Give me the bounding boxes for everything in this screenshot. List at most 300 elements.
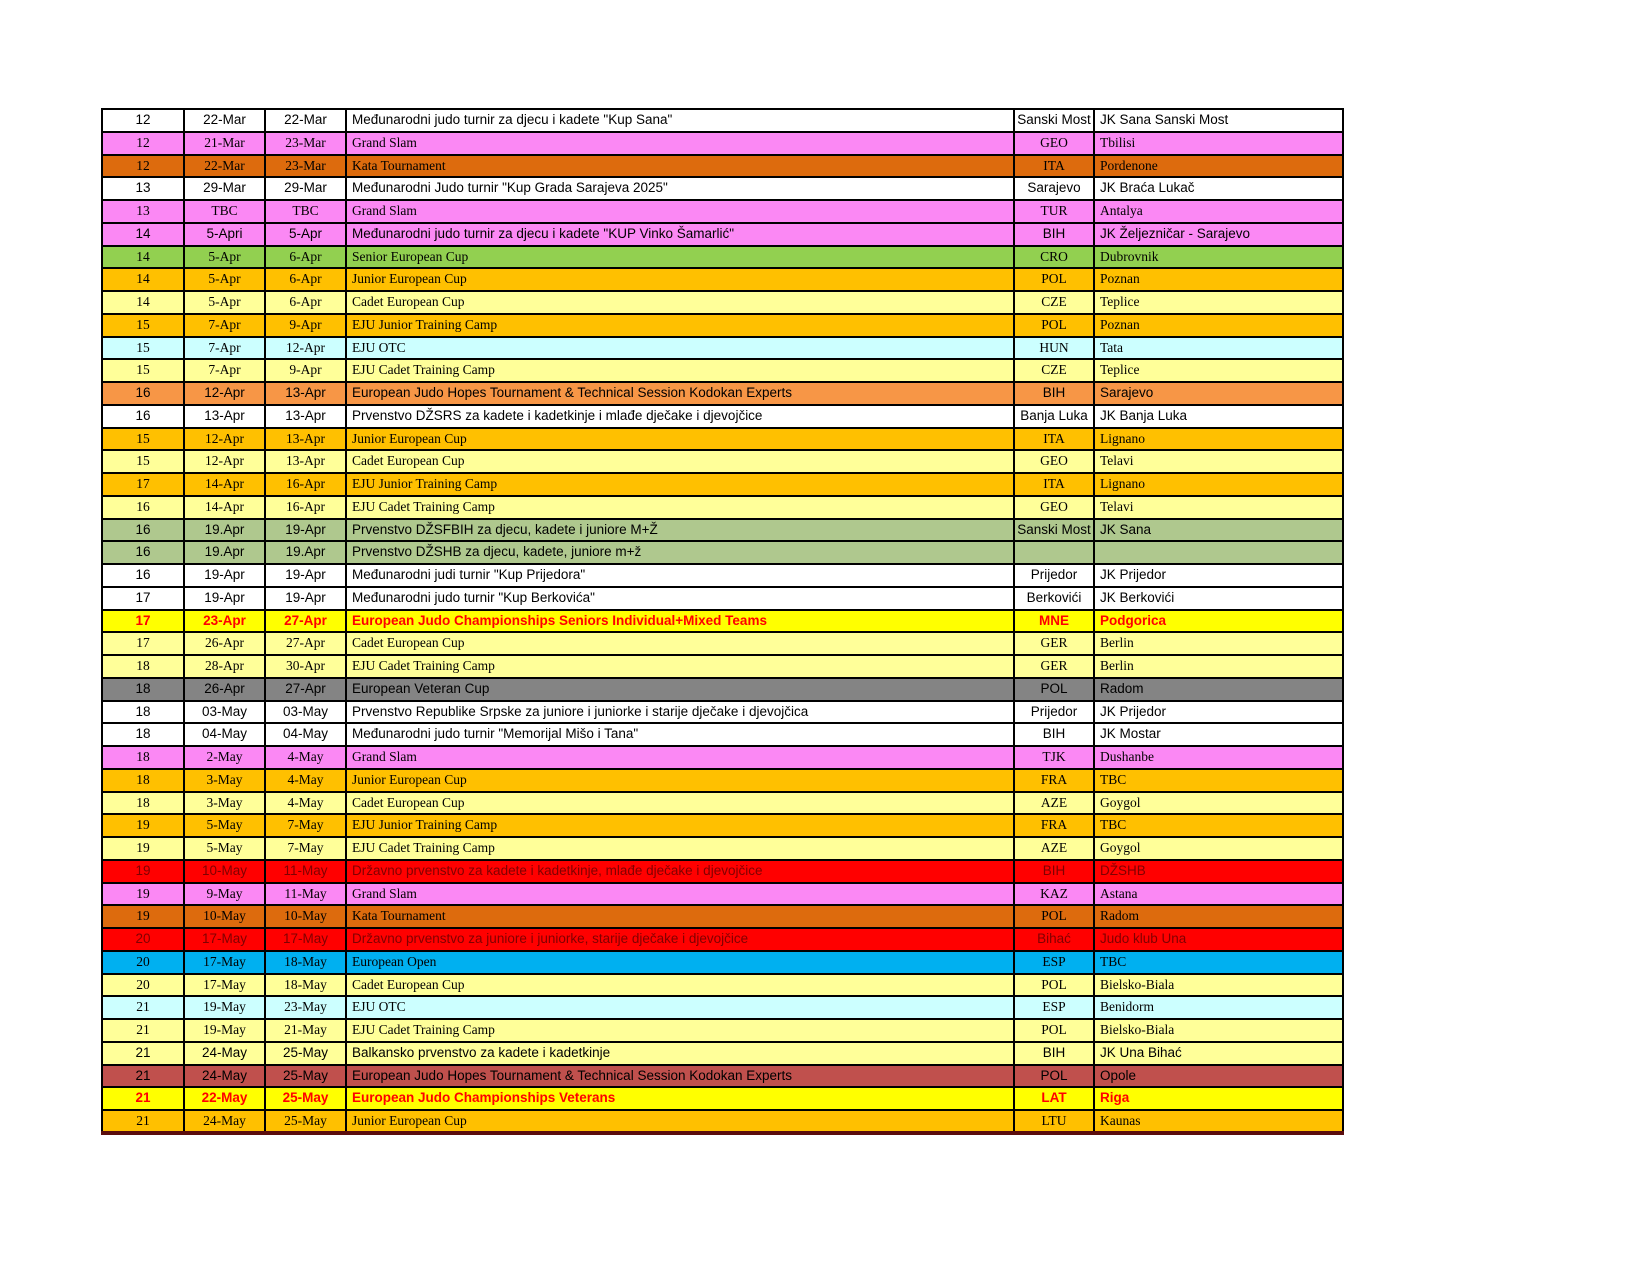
event-cell: EJU Cadet Training Camp <box>346 359 1014 382</box>
event-cell: Junior European Cup <box>346 769 1014 792</box>
location-cell: Goygol <box>1094 792 1343 815</box>
event-cell: Cadet European Cup <box>346 632 1014 655</box>
end-date-cell: 9-Apr <box>265 314 346 337</box>
location-cell: JK Berkovići <box>1094 587 1343 610</box>
location-cell: Podgorica <box>1094 610 1343 633</box>
location-cell: JK Braća Lukač <box>1094 177 1343 200</box>
country-cell: FRA <box>1014 814 1094 837</box>
location-cell: Goygol <box>1094 837 1343 860</box>
end-date-cell: TBC <box>265 200 346 223</box>
location-cell: Radom <box>1094 905 1343 928</box>
location-cell: JK Sana Sanski Most <box>1094 109 1343 132</box>
start-date-cell: 5-May <box>184 837 265 860</box>
event-cell: EJU Junior Training Camp <box>346 814 1014 837</box>
table-row <box>102 1042 1343 1065</box>
location-cell: Sarajevo <box>1094 382 1343 405</box>
country-cell: POL <box>1014 905 1094 928</box>
location-cell: Poznan <box>1094 314 1343 337</box>
location-cell: Radom <box>1094 678 1343 701</box>
start-date-cell: 17-May <box>184 951 265 974</box>
events-table-body <box>102 109 1343 1133</box>
end-date-cell: 17-May <box>265 928 346 951</box>
table-row <box>102 359 1343 382</box>
country-cell: LAT <box>1014 1087 1094 1110</box>
start-date-cell: 23-Apr <box>184 610 265 633</box>
event-cell: EJU OTC <box>346 337 1014 360</box>
start-date-cell: 3-May <box>184 792 265 815</box>
start-date-cell: TBC <box>184 200 265 223</box>
start-date-cell: 14-Apr <box>184 473 265 496</box>
week-cell: 21 <box>102 1110 184 1133</box>
start-date-cell: 19-Apr <box>184 564 265 587</box>
table-row <box>102 382 1343 405</box>
location-cell: Riga <box>1094 1087 1343 1110</box>
end-date-cell: 19-Apr <box>265 587 346 610</box>
table-row <box>102 109 1343 132</box>
start-date-cell: 7-Apr <box>184 314 265 337</box>
week-cell: 15 <box>102 428 184 451</box>
location-cell: Pordenone <box>1094 155 1343 178</box>
country-cell: TJK <box>1014 746 1094 769</box>
table-row <box>102 200 1343 223</box>
location-cell: JK Prijedor <box>1094 564 1343 587</box>
start-date-cell: 19.Apr <box>184 519 265 542</box>
event-cell: EJU Junior Training Camp <box>346 314 1014 337</box>
week-cell: 15 <box>102 314 184 337</box>
event-cell: Prvenstvo DŽSHB za djecu, kadete, juniore m+ž <box>346 541 1014 564</box>
table-row <box>102 268 1343 291</box>
country-cell: MNE <box>1014 610 1094 633</box>
week-cell: 18 <box>102 769 184 792</box>
table-row <box>102 746 1343 769</box>
location-cell: JK Željezničar - Sarajevo <box>1094 223 1343 246</box>
week-cell: 14 <box>102 291 184 314</box>
end-date-cell: 27-Apr <box>265 632 346 655</box>
country-cell: AZE <box>1014 837 1094 860</box>
table-row <box>102 132 1343 155</box>
start-date-cell: 10-May <box>184 860 265 883</box>
event-cell: Junior European Cup <box>346 428 1014 451</box>
table-row <box>102 541 1343 564</box>
table-row <box>102 814 1343 837</box>
table-row <box>102 792 1343 815</box>
table-row <box>102 314 1343 337</box>
location-cell: Astana <box>1094 883 1343 906</box>
start-date-cell: 03-May <box>184 701 265 724</box>
table-row <box>102 519 1343 542</box>
table-row <box>102 701 1343 724</box>
location-cell: Telavi <box>1094 450 1343 473</box>
start-date-cell: 14-Apr <box>184 496 265 519</box>
start-date-cell: 5-Apri <box>184 223 265 246</box>
table-row <box>102 428 1343 451</box>
end-date-cell: 29-Mar <box>265 177 346 200</box>
country-cell: BIH <box>1014 1042 1094 1065</box>
end-date-cell: 16-Apr <box>265 496 346 519</box>
end-date-cell: 18-May <box>265 951 346 974</box>
location-cell: Tbilisi <box>1094 132 1343 155</box>
event-cell: European Judo Championships Seniors Individual+Mixed Teams <box>346 610 1014 633</box>
table-row <box>102 405 1343 428</box>
start-date-cell: 19-May <box>184 1019 265 1042</box>
events-table <box>101 108 1344 1135</box>
start-date-cell: 26-Apr <box>184 632 265 655</box>
week-cell: 21 <box>102 1019 184 1042</box>
location-cell: Tata <box>1094 337 1343 360</box>
location-cell: JK Banja Luka <box>1094 405 1343 428</box>
start-date-cell: 12-Apr <box>184 428 265 451</box>
events-calendar-sheet <box>101 108 1344 1135</box>
event-cell: Senior European Cup <box>346 246 1014 269</box>
week-cell: 17 <box>102 632 184 655</box>
location-cell: TBC <box>1094 769 1343 792</box>
country-cell: BIH <box>1014 223 1094 246</box>
location-cell: JK Sana <box>1094 519 1343 542</box>
start-date-cell: 5-Apr <box>184 268 265 291</box>
week-cell: 19 <box>102 883 184 906</box>
week-cell: 18 <box>102 701 184 724</box>
event-cell: Cadet European Cup <box>346 291 1014 314</box>
country-cell: Sarajevo <box>1014 177 1094 200</box>
start-date-cell: 26-Apr <box>184 678 265 701</box>
week-cell: 19 <box>102 860 184 883</box>
event-cell: Prvenstvo DŽSFBIH za djecu, kadete i juniore M+Ž <box>346 519 1014 542</box>
location-cell: TBC <box>1094 814 1343 837</box>
location-cell <box>1094 541 1343 564</box>
week-cell: 16 <box>102 405 184 428</box>
end-date-cell: 19.Apr <box>265 541 346 564</box>
table-row <box>102 473 1343 496</box>
week-cell: 18 <box>102 792 184 815</box>
start-date-cell: 17-May <box>184 974 265 997</box>
table-row <box>102 337 1343 360</box>
event-cell: Državno prvenstvo za juniore i juniorke, starije dječake i djevojčice <box>346 928 1014 951</box>
week-cell: 21 <box>102 1065 184 1088</box>
location-cell: Lignano <box>1094 473 1343 496</box>
location-cell: Berlin <box>1094 655 1343 678</box>
event-cell: European Judo Hopes Tournament & Technical Session Kodokan Experts <box>346 1065 1014 1088</box>
location-cell: Antalya <box>1094 200 1343 223</box>
country-cell: POL <box>1014 974 1094 997</box>
event-cell: Međunarodni judo turnir "Kup Berkovića" <box>346 587 1014 610</box>
location-cell: Benidorm <box>1094 996 1343 1019</box>
end-date-cell: 19-Apr <box>265 519 346 542</box>
end-date-cell: 23-May <box>265 996 346 1019</box>
country-cell: FRA <box>1014 769 1094 792</box>
week-cell: 16 <box>102 564 184 587</box>
country-cell: POL <box>1014 678 1094 701</box>
country-cell: TUR <box>1014 200 1094 223</box>
start-date-cell: 22-May <box>184 1087 265 1110</box>
location-cell: Lignano <box>1094 428 1343 451</box>
table-row <box>102 587 1343 610</box>
country-cell: CZE <box>1014 291 1094 314</box>
location-cell: Teplice <box>1094 359 1343 382</box>
event-cell: Grand Slam <box>346 883 1014 906</box>
event-cell: Junior European Cup <box>346 1110 1014 1133</box>
end-date-cell: 03-May <box>265 701 346 724</box>
table-row <box>102 883 1343 906</box>
start-date-cell: 22-Mar <box>184 109 265 132</box>
start-date-cell: 7-Apr <box>184 359 265 382</box>
end-date-cell: 11-May <box>265 883 346 906</box>
end-date-cell: 27-Apr <box>265 610 346 633</box>
end-date-cell: 23-Mar <box>265 132 346 155</box>
table-row <box>102 1087 1343 1110</box>
country-cell: POL <box>1014 314 1094 337</box>
week-cell: 16 <box>102 541 184 564</box>
week-cell: 15 <box>102 337 184 360</box>
country-cell: ESP <box>1014 951 1094 974</box>
event-cell: Međunarodni judi turnir "Kup Prijedora" <box>346 564 1014 587</box>
location-cell: Bielsko-Biala <box>1094 974 1343 997</box>
location-cell: Opole <box>1094 1065 1343 1088</box>
week-cell: 17 <box>102 587 184 610</box>
table-row <box>102 837 1343 860</box>
country-cell: GEO <box>1014 132 1094 155</box>
event-cell: EJU Junior Training Camp <box>346 473 1014 496</box>
location-cell: Berlin <box>1094 632 1343 655</box>
start-date-cell: 12-Apr <box>184 450 265 473</box>
event-cell: Kata Tournament <box>346 905 1014 928</box>
table-row <box>102 655 1343 678</box>
end-date-cell: 6-Apr <box>265 291 346 314</box>
location-cell: JK Prijedor <box>1094 701 1343 724</box>
end-date-cell: 6-Apr <box>265 268 346 291</box>
end-date-cell: 5-Apr <box>265 223 346 246</box>
table-row <box>102 769 1343 792</box>
country-cell: Sanski Most <box>1014 519 1094 542</box>
country-cell: BIH <box>1014 382 1094 405</box>
location-cell: Bielsko-Biala <box>1094 1019 1343 1042</box>
week-cell: 12 <box>102 155 184 178</box>
start-date-cell: 24-May <box>184 1110 265 1133</box>
event-cell: Prvenstvo Republike Srpske za juniore i juniorke i starije dječake i djevojčica <box>346 701 1014 724</box>
event-cell: EJU Cadet Training Camp <box>346 655 1014 678</box>
week-cell: 18 <box>102 723 184 746</box>
event-cell: EJU Cadet Training Camp <box>346 837 1014 860</box>
start-date-cell: 21-Mar <box>184 132 265 155</box>
end-date-cell: 4-May <box>265 769 346 792</box>
event-cell: Cadet European Cup <box>346 974 1014 997</box>
event-cell: European Open <box>346 951 1014 974</box>
end-date-cell: 13-Apr <box>265 428 346 451</box>
week-cell: 21 <box>102 1042 184 1065</box>
start-date-cell: 24-May <box>184 1042 265 1065</box>
country-cell: GER <box>1014 632 1094 655</box>
table-row <box>102 928 1343 951</box>
start-date-cell: 24-May <box>184 1065 265 1088</box>
start-date-cell: 5-Apr <box>184 246 265 269</box>
end-date-cell: 16-Apr <box>265 473 346 496</box>
country-cell: GEO <box>1014 496 1094 519</box>
start-date-cell: 5-May <box>184 814 265 837</box>
table-row <box>102 1019 1343 1042</box>
week-cell: 14 <box>102 268 184 291</box>
event-cell: Prvenstvo DŽSRS za kadete i kadetkinje i mlađe dječake i djevojčice <box>346 405 1014 428</box>
week-cell: 17 <box>102 473 184 496</box>
week-cell: 20 <box>102 951 184 974</box>
end-date-cell: 25-May <box>265 1065 346 1088</box>
start-date-cell: 19-May <box>184 996 265 1019</box>
week-cell: 19 <box>102 814 184 837</box>
location-cell: Poznan <box>1094 268 1343 291</box>
week-cell: 19 <box>102 837 184 860</box>
country-cell <box>1014 541 1094 564</box>
end-date-cell: 21-May <box>265 1019 346 1042</box>
table-row <box>102 246 1343 269</box>
start-date-cell: 28-Apr <box>184 655 265 678</box>
end-date-cell: 19-Apr <box>265 564 346 587</box>
country-cell: Sanski Most <box>1014 109 1094 132</box>
start-date-cell: 04-May <box>184 723 265 746</box>
end-date-cell: 7-May <box>265 814 346 837</box>
country-cell: AZE <box>1014 792 1094 815</box>
week-cell: 16 <box>102 519 184 542</box>
country-cell: ESP <box>1014 996 1094 1019</box>
event-cell: Balkansko prvenstvo za kadete i kadetkinje <box>346 1042 1014 1065</box>
week-cell: 21 <box>102 1087 184 1110</box>
event-cell: Grand Slam <box>346 132 1014 155</box>
end-date-cell: 11-May <box>265 860 346 883</box>
event-cell: European Judo Championships Veterans <box>346 1087 1014 1110</box>
table-row <box>102 564 1343 587</box>
event-cell: European Veteran Cup <box>346 678 1014 701</box>
week-cell: 20 <box>102 928 184 951</box>
end-date-cell: 13-Apr <box>265 405 346 428</box>
country-cell: LTU <box>1014 1110 1094 1133</box>
table-row <box>102 996 1343 1019</box>
week-cell: 18 <box>102 678 184 701</box>
location-cell: TBC <box>1094 951 1343 974</box>
country-cell: Prijedor <box>1014 564 1094 587</box>
country-cell: Prijedor <box>1014 701 1094 724</box>
event-cell: Kata Tournament <box>346 155 1014 178</box>
table-row <box>102 905 1343 928</box>
table-row <box>102 723 1343 746</box>
table-row <box>102 610 1343 633</box>
week-cell: 20 <box>102 974 184 997</box>
start-date-cell: 12-Apr <box>184 382 265 405</box>
table-row <box>102 291 1343 314</box>
country-cell: POL <box>1014 268 1094 291</box>
end-date-cell: 6-Apr <box>265 246 346 269</box>
table-row <box>102 678 1343 701</box>
week-cell: 12 <box>102 132 184 155</box>
start-date-cell: 9-May <box>184 883 265 906</box>
country-cell: CRO <box>1014 246 1094 269</box>
location-cell: DŽSHB <box>1094 860 1343 883</box>
start-date-cell: 29-Mar <box>184 177 265 200</box>
event-cell: European Judo Hopes Tournament & Technical Session Kodokan Experts <box>346 382 1014 405</box>
table-row <box>102 177 1343 200</box>
week-cell: 14 <box>102 246 184 269</box>
week-cell: 14 <box>102 223 184 246</box>
table-row <box>102 223 1343 246</box>
end-date-cell: 25-May <box>265 1042 346 1065</box>
start-date-cell: 17-May <box>184 928 265 951</box>
end-date-cell: 13-Apr <box>265 450 346 473</box>
table-row <box>102 632 1343 655</box>
end-date-cell: 25-May <box>265 1110 346 1133</box>
week-cell: 12 <box>102 109 184 132</box>
country-cell: HUN <box>1014 337 1094 360</box>
start-date-cell: 5-Apr <box>184 291 265 314</box>
table-row <box>102 155 1343 178</box>
event-cell: Međunarodni judo turnir za djecu i kadete "KUP Vinko Šamarlić" <box>346 223 1014 246</box>
country-cell: ITA <box>1014 473 1094 496</box>
end-date-cell: 4-May <box>265 746 346 769</box>
week-cell: 18 <box>102 746 184 769</box>
start-date-cell: 19-Apr <box>184 587 265 610</box>
week-cell: 17 <box>102 610 184 633</box>
week-cell: 16 <box>102 496 184 519</box>
country-cell: KAZ <box>1014 883 1094 906</box>
start-date-cell: 13-Apr <box>184 405 265 428</box>
end-date-cell: 7-May <box>265 837 346 860</box>
end-date-cell: 04-May <box>265 723 346 746</box>
table-row <box>102 1110 1343 1133</box>
start-date-cell: 2-May <box>184 746 265 769</box>
event-cell: Grand Slam <box>346 746 1014 769</box>
week-cell: 15 <box>102 450 184 473</box>
country-cell: Banja Luka <box>1014 405 1094 428</box>
country-cell: BIH <box>1014 723 1094 746</box>
country-cell: BIH <box>1014 860 1094 883</box>
event-cell: Cadet European Cup <box>346 450 1014 473</box>
end-date-cell: 27-Apr <box>265 678 346 701</box>
event-cell: Cadet European Cup <box>346 792 1014 815</box>
week-cell: 13 <box>102 200 184 223</box>
end-date-cell: 12-Apr <box>265 337 346 360</box>
event-cell: EJU Cadet Training Camp <box>346 496 1014 519</box>
week-cell: 15 <box>102 359 184 382</box>
table-row <box>102 860 1343 883</box>
location-cell: Dushanbe <box>1094 746 1343 769</box>
location-cell: Telavi <box>1094 496 1343 519</box>
end-date-cell: 10-May <box>265 905 346 928</box>
event-cell: Junior European Cup <box>346 268 1014 291</box>
end-date-cell: 30-Apr <box>265 655 346 678</box>
event-cell: Međunarodni judo turnir "Memorijal Mišo i Tana" <box>346 723 1014 746</box>
week-cell: 19 <box>102 905 184 928</box>
table-row <box>102 496 1343 519</box>
country-cell: GER <box>1014 655 1094 678</box>
event-cell: Međunarodni judo turnir za djecu i kadete "Kup Sana" <box>346 109 1014 132</box>
country-cell: CZE <box>1014 359 1094 382</box>
end-date-cell: 9-Apr <box>265 359 346 382</box>
country-cell: Berkovići <box>1014 587 1094 610</box>
start-date-cell: 7-Apr <box>184 337 265 360</box>
week-cell: 16 <box>102 382 184 405</box>
location-cell: Judo klub Una <box>1094 928 1343 951</box>
location-cell: Teplice <box>1094 291 1343 314</box>
week-cell: 13 <box>102 177 184 200</box>
event-cell: Međunarodni Judo turnir "Kup Grada Sarajeva 2025" <box>346 177 1014 200</box>
country-cell: Bihać <box>1014 928 1094 951</box>
location-cell: Dubrovnik <box>1094 246 1343 269</box>
event-cell: EJU Cadet Training Camp <box>346 1019 1014 1042</box>
start-date-cell: 10-May <box>184 905 265 928</box>
location-cell: JK Una Bihać <box>1094 1042 1343 1065</box>
country-cell: POL <box>1014 1019 1094 1042</box>
end-date-cell: 4-May <box>265 792 346 815</box>
table-row <box>102 974 1343 997</box>
country-cell: POL <box>1014 1065 1094 1088</box>
week-cell: 18 <box>102 655 184 678</box>
end-date-cell: 18-May <box>265 974 346 997</box>
event-cell: Grand Slam <box>346 200 1014 223</box>
